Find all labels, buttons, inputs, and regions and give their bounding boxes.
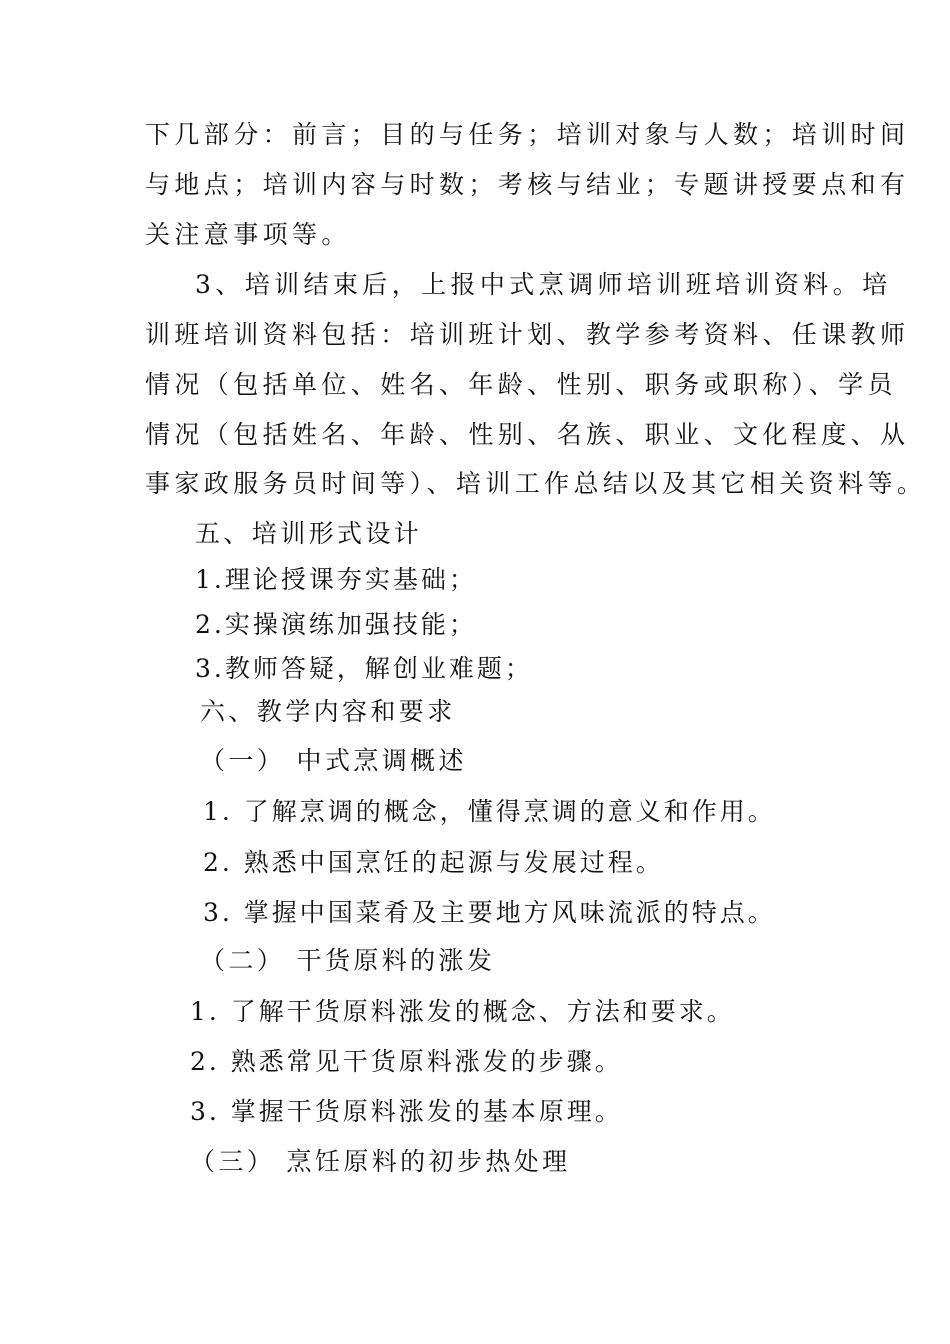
intro-line-3: 关注意事项等。 (145, 220, 351, 249)
section6-sub1-item-2: 2. 熟悉中国烹饪的起源与发展过程。 (203, 848, 664, 877)
section6-sub1-title: （一） 中式烹调概述 (200, 746, 467, 775)
section6-sub2-item-1: 1. 了解干货原料涨发的概念、方法和要求。 (190, 997, 735, 1026)
section5-item-1: 1.理论授课夯实基础； (195, 565, 477, 594)
intro-line-2: 与地点；培训内容与时数；考核与结业；专题讲授要点和有 (145, 170, 910, 199)
section6-title: 六、教学内容和要求 (200, 697, 456, 726)
section6-sub2-item-2: 2. 熟悉常见干货原料涨发的步骤。 (190, 1047, 623, 1076)
section6-sub3-title: （三） 烹饪原料的初步热处理 (190, 1147, 571, 1176)
para3-line-2: 训班培训资料包括：培训班计划、教学参考资料、任课教师 (145, 320, 910, 349)
para3-line-3: 情况（包括单位、姓名、年龄、性别、职务或职称）、学员 (145, 370, 897, 399)
section6-sub1-item-1: 1. 了解烹调的概念，懂得烹调的意义和作用。 (203, 797, 776, 826)
para3-line-4: 情况（包括姓名、年龄、性别、名族、职业、文化程度、从 (145, 420, 910, 449)
para3-line-1: 3、培训结束后，上报中式烹调师培训班培训资料。培 (195, 270, 892, 299)
para3-line-5: 事家政服务员时间等）、培训工作总结以及其它相关资料等。 (145, 469, 927, 498)
section5-item-2: 2.实操演练加强技能； (195, 610, 477, 639)
intro-line-1: 下几部分：前言；目的与任务；培训对象与人数；培训时间 (145, 120, 910, 149)
section5-item-3: 3.教师答疑，解创业难题； (195, 654, 533, 683)
section6-sub1-item-3: 3. 掌握中国菜肴及主要地方风味流派的特点。 (203, 898, 776, 927)
section6-sub2-title: （二） 干货原料的涨发 (200, 946, 496, 975)
section6-sub2-item-3: 3. 掌握干货原料涨发的基本原理。 (190, 1097, 623, 1126)
section5-title: 五、培训形式设计 (195, 519, 423, 548)
